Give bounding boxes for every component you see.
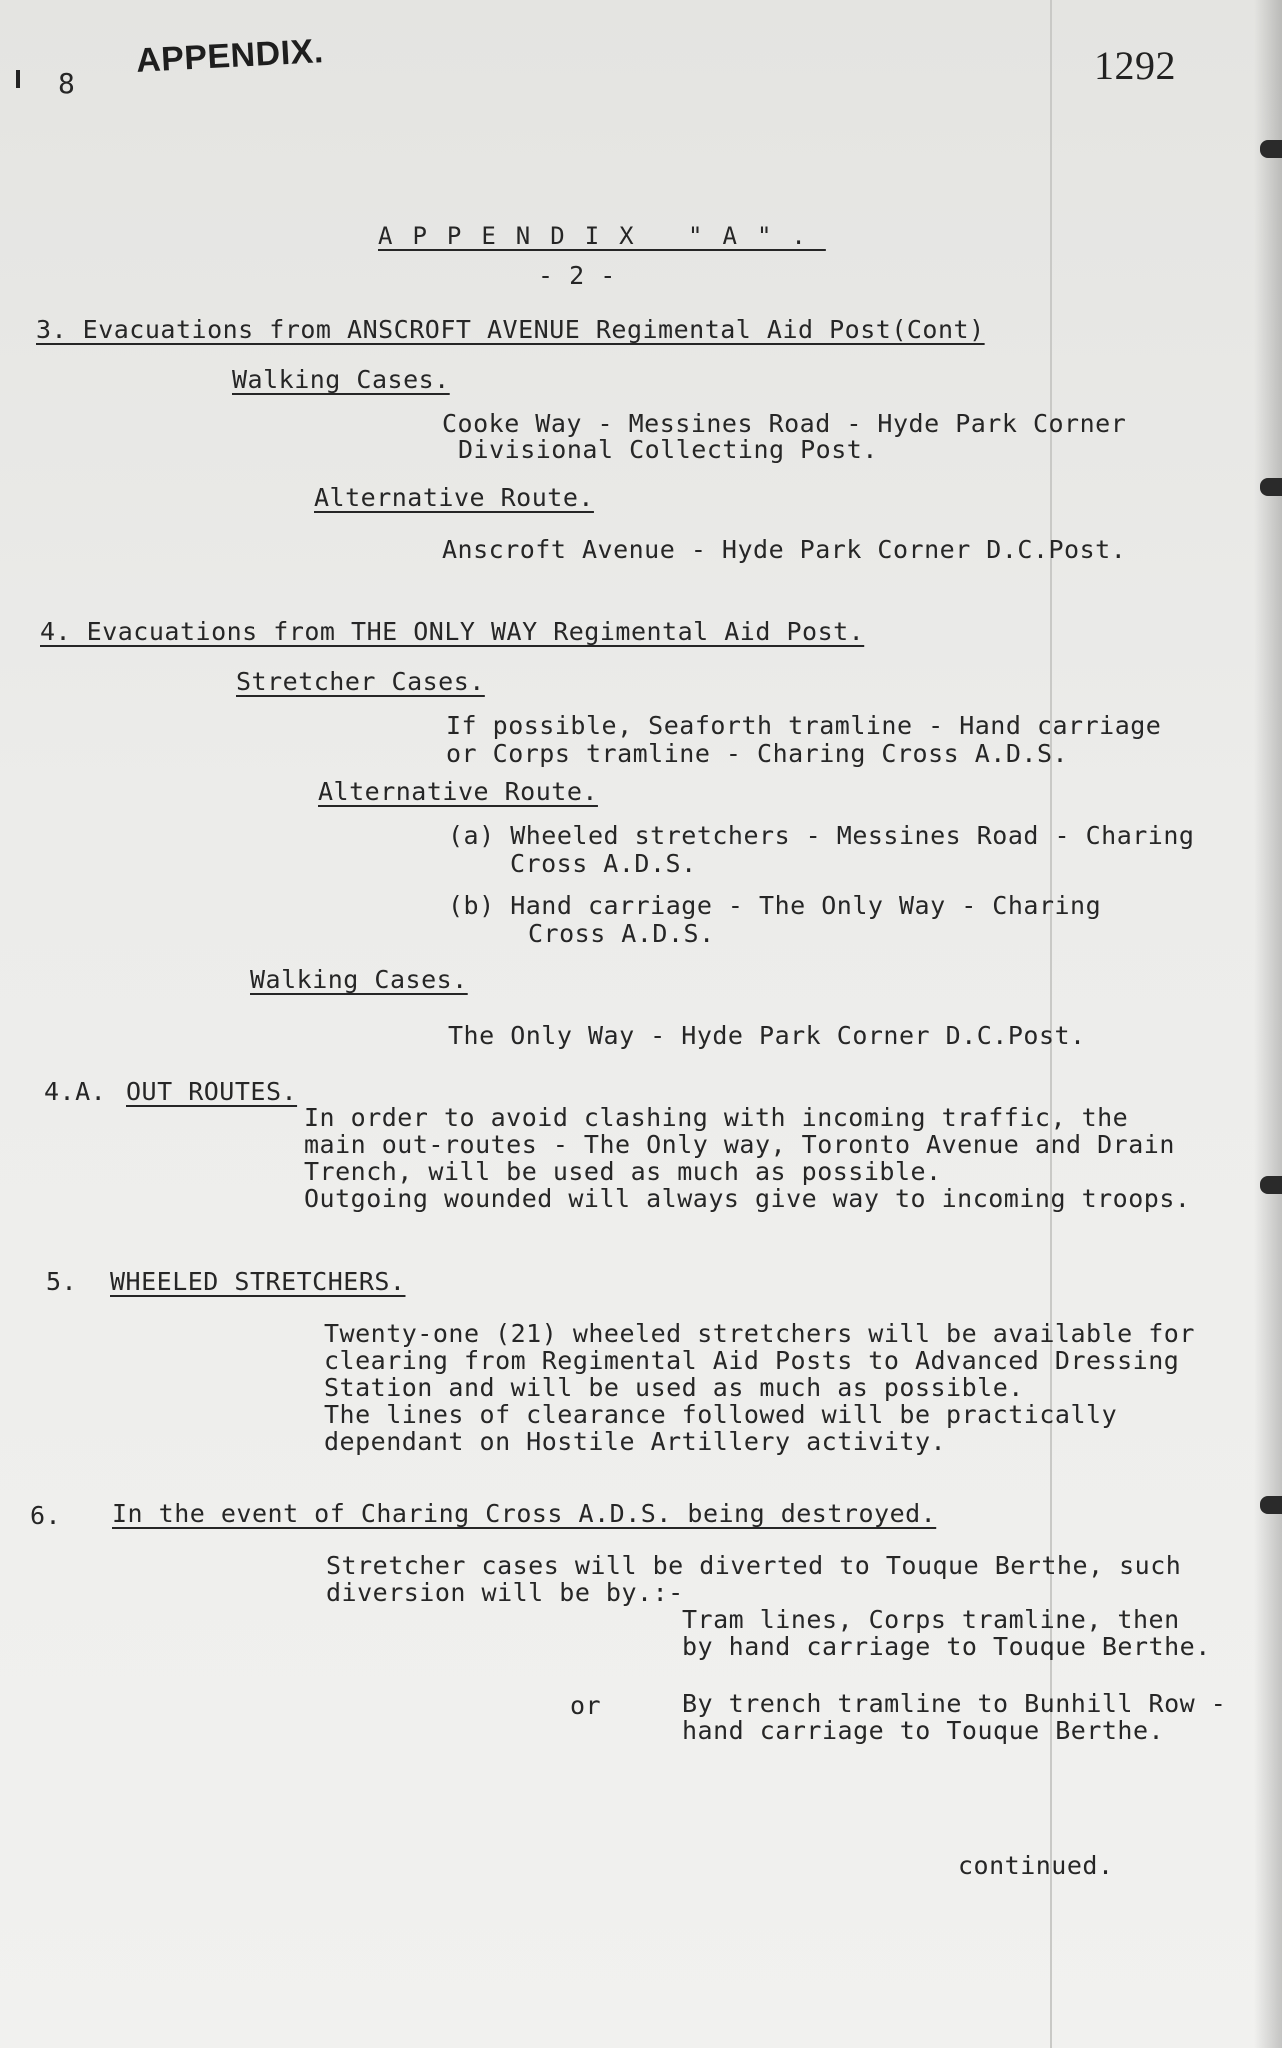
diversion-option: by hand carriage to Touque Berthe.	[682, 1632, 1211, 1661]
paragraph-line: Stretcher cases will be diverted to Touque Berthe, such	[326, 1551, 1182, 1580]
route-text: Cross A.D.S.	[510, 849, 697, 878]
route-text: Divisional Collecting Post.	[458, 435, 878, 464]
diversion-option: hand carriage to Touque Berthe.	[682, 1716, 1165, 1745]
diversion-option: Tram lines, Corps tramline, then	[682, 1605, 1180, 1634]
section-5-heading: WHEELED STRETCHERS.	[110, 1267, 406, 1296]
walking-cases-label: Walking Cases.	[250, 965, 468, 994]
paragraph-line: Trench, will be used as much as possible.	[304, 1157, 942, 1186]
page-edge-shadow	[1254, 0, 1282, 2048]
route-text: The Only Way - Hyde Park Corner D.C.Post.	[448, 1021, 1086, 1050]
continued-note: continued.	[958, 1851, 1114, 1880]
route-text: Cooke Way - Messines Road - Hyde Park Corner	[442, 409, 1127, 438]
section-4-heading: 4. Evacuations from THE ONLY WAY Regimental Aid Post.	[40, 617, 865, 646]
margin-mark	[16, 70, 20, 88]
route-option-b: (b) Hand carriage - The Only Way - Charing	[448, 891, 1102, 920]
page-number: - 2 -	[538, 261, 616, 290]
section-number: 4.A.	[44, 1077, 107, 1106]
paragraph-line: Station and will be used as much as possible.	[324, 1373, 1024, 1402]
paragraph-line: Outgoing wounded will always give way to incoming troops.	[304, 1184, 1191, 1213]
paragraph-line: The lines of clearance followed will be practically	[324, 1400, 1118, 1429]
paragraph-line: Twenty-one (21) wheeled stretchers will be available for	[324, 1319, 1195, 1348]
section-4a-heading: OUT ROUTES.	[126, 1077, 298, 1106]
alternative-route-label: Alternative Route.	[318, 777, 598, 806]
alternative-route-label: Alternative Route.	[314, 483, 594, 512]
binding-tab	[1260, 478, 1282, 496]
left-number: 8	[58, 67, 76, 100]
stretcher-cases-label: Stretcher Cases.	[236, 667, 485, 696]
section-3-heading: 3. Evacuations from ANSCROFT AVENUE Regimental Aid Post(Cont)	[36, 315, 985, 344]
section-number: 6.	[30, 1501, 62, 1530]
route-text: If possible, Seaforth tramline - Hand carriage	[446, 711, 1162, 740]
route-option-a: (a) Wheeled stretchers - Messines Road - Charing	[448, 821, 1195, 850]
diversion-option: By trench tramline to Bunhill Row -	[682, 1689, 1227, 1718]
paragraph-line: main out-routes - The Only way, Toronto Avenue and Drain	[304, 1130, 1175, 1159]
route-text: Anscroft Avenue - Hyde Park Corner D.C.Post.	[442, 535, 1127, 564]
walking-cases-label: Walking Cases.	[232, 365, 450, 394]
appendix-stamp: APPENDIX.	[135, 32, 325, 80]
paragraph-line: diversion will be by.:-	[326, 1578, 684, 1607]
route-text: Cross A.D.S.	[528, 919, 715, 948]
page-title: APPENDIX "A".	[378, 222, 826, 250]
route-text: or Corps tramline - Charing Cross A.D.S.	[446, 739, 1069, 768]
section-number: 5.	[46, 1267, 78, 1296]
or-connector: or	[570, 1691, 602, 1720]
binding-tab	[1260, 140, 1282, 158]
section-6-heading: In the event of Charing Cross A.D.S. being destroyed.	[112, 1499, 937, 1528]
paragraph-line: clearing from Regimental Aid Posts to Advanced Dressing	[324, 1346, 1180, 1375]
binding-tab	[1260, 1176, 1282, 1194]
folio-number: 1292	[1094, 43, 1176, 88]
paragraph-line: In order to avoid clashing with incoming traffic, the	[304, 1103, 1129, 1132]
binding-tab	[1260, 1496, 1282, 1514]
paragraph-line: dependant on Hostile Artillery activity.	[324, 1427, 947, 1456]
